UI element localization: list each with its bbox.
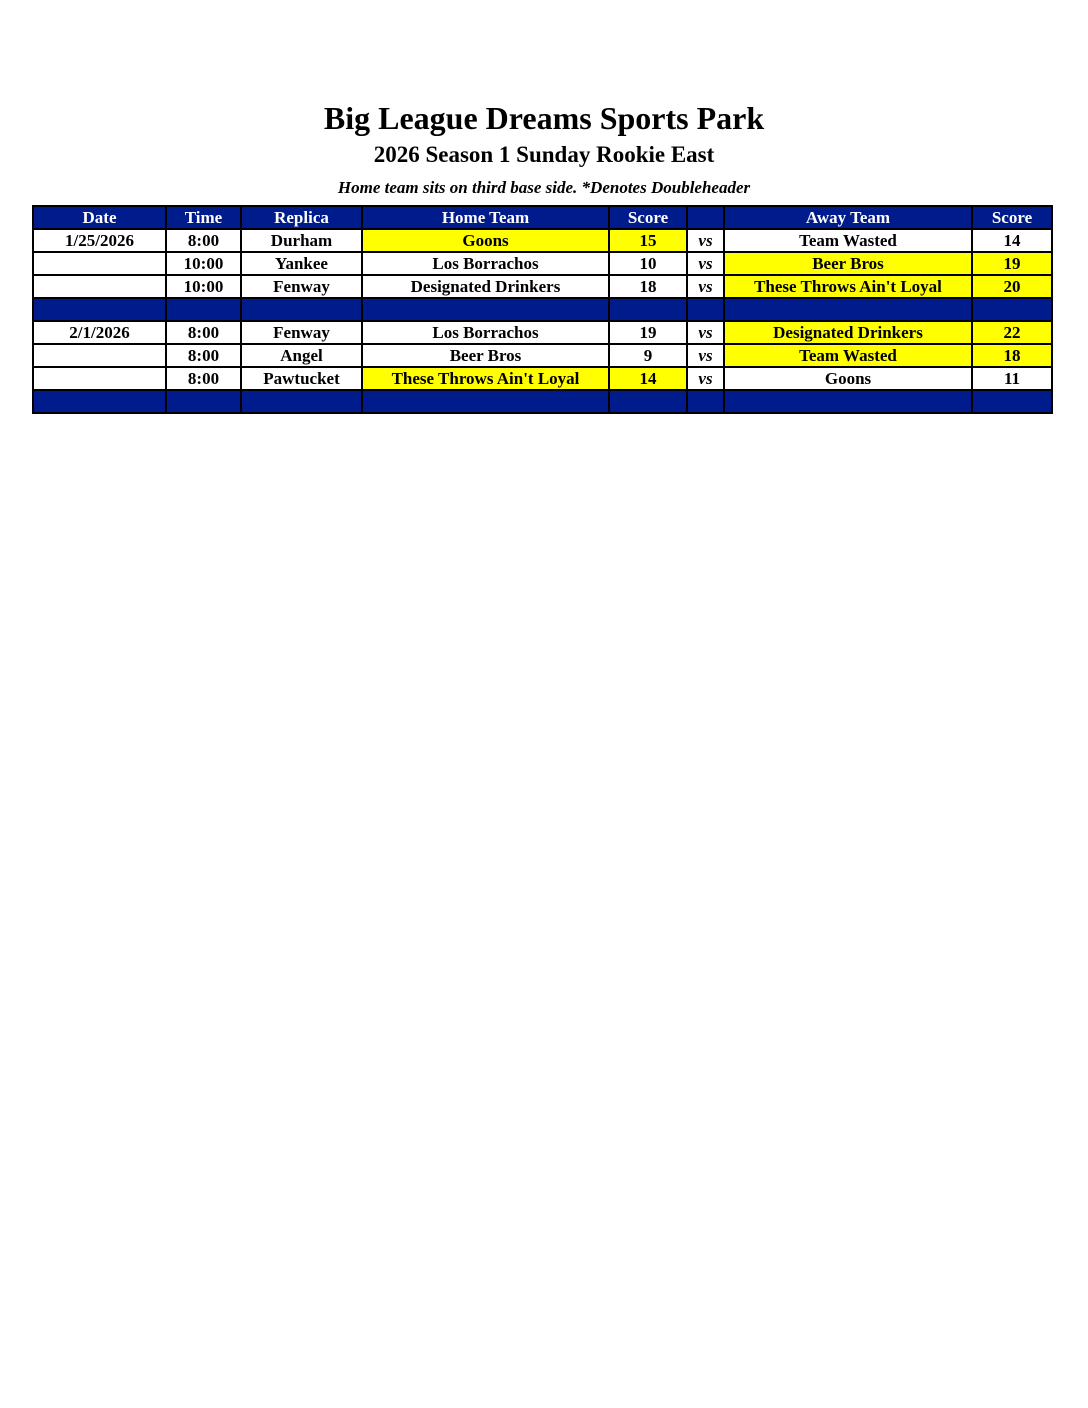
away-team-cell: Beer Bros (724, 252, 972, 275)
date-cell: 2/1/2026 (33, 321, 166, 344)
replica-cell: Durham (241, 229, 362, 252)
home-team-cell: These Throws Ain't Loyal (362, 367, 609, 390)
date-cell (33, 344, 166, 367)
time-cell: 8:00 (166, 321, 241, 344)
away-team-cell: These Throws Ain't Loyal (724, 275, 972, 298)
game-row (33, 321, 1052, 344)
home-score-cell: 19 (609, 321, 687, 344)
home-team-cell: Beer Bros (362, 344, 609, 367)
away-score-cell: 14 (972, 229, 1052, 252)
col-header-time: Time (166, 206, 241, 229)
away-score-cell: 11 (972, 367, 1052, 390)
time-cell: 8:00 (166, 229, 241, 252)
away-team-cell: Designated Drinkers (724, 321, 972, 344)
home-score-cell: 15 (609, 229, 687, 252)
header-row (33, 206, 1052, 229)
game-row (33, 229, 1052, 252)
replica-cell: Yankee (241, 252, 362, 275)
separator-row (33, 390, 1052, 413)
game-row (33, 252, 1052, 275)
home-score-cell: 10 (609, 252, 687, 275)
vs-cell: vs (687, 367, 724, 390)
game-row (33, 367, 1052, 390)
page-subtitle: 2026 Season 1 Sunday Rookie East (373, 142, 715, 167)
away-score-cell: 18 (972, 344, 1052, 367)
home-score-cell: 14 (609, 367, 687, 390)
vs-cell: vs (687, 229, 724, 252)
date-cell: 1/25/2026 (33, 229, 166, 252)
vs-cell: vs (687, 252, 724, 275)
away-score-cell: 22 (972, 321, 1052, 344)
away-team-cell: Goons (724, 367, 972, 390)
home-team-cell: Los Borrachos (362, 252, 609, 275)
home-score-cell: 9 (609, 344, 687, 367)
time-cell: 8:00 (166, 344, 241, 367)
vs-cell: vs (687, 344, 724, 367)
separator-row (33, 298, 1052, 321)
game-row (33, 275, 1052, 298)
vs-cell: vs (687, 321, 724, 344)
replica-cell: Fenway (241, 321, 362, 344)
vs-cell: vs (687, 275, 724, 298)
col-header-date: Date (33, 206, 166, 229)
home-team-cell: Goons (362, 229, 609, 252)
col-header-home-team: Home Team (362, 206, 609, 229)
schedule-note: Home team sits on third base side. *Denotes Doubleheader (337, 178, 751, 197)
replica-cell: Pawtucket (241, 367, 362, 390)
time-cell: 8:00 (166, 367, 241, 390)
col-header-away-score: Score (972, 206, 1052, 229)
away-score-cell: 19 (972, 252, 1052, 275)
home-team-cell: Designated Drinkers (362, 275, 609, 298)
away-score-cell: 20 (972, 275, 1052, 298)
schedule-table (32, 205, 1053, 414)
replica-cell: Angel (241, 344, 362, 367)
col-header-away-team: Away Team (724, 206, 972, 229)
away-team-cell: Team Wasted (724, 344, 972, 367)
col-header-replica: Replica (241, 206, 362, 229)
page-title: Big League Dreams Sports Park (323, 100, 765, 136)
col-header-home-score: Score (609, 206, 687, 229)
home-score-cell: 18 (609, 275, 687, 298)
time-cell: 10:00 (166, 252, 241, 275)
away-team-cell: Team Wasted (724, 229, 972, 252)
date-cell (33, 252, 166, 275)
home-team-cell: Los Borrachos (362, 321, 609, 344)
game-row (33, 344, 1052, 367)
col-header-vs (687, 206, 724, 229)
date-cell (33, 367, 166, 390)
replica-cell: Fenway (241, 275, 362, 298)
date-cell (33, 275, 166, 298)
time-cell: 10:00 (166, 275, 241, 298)
